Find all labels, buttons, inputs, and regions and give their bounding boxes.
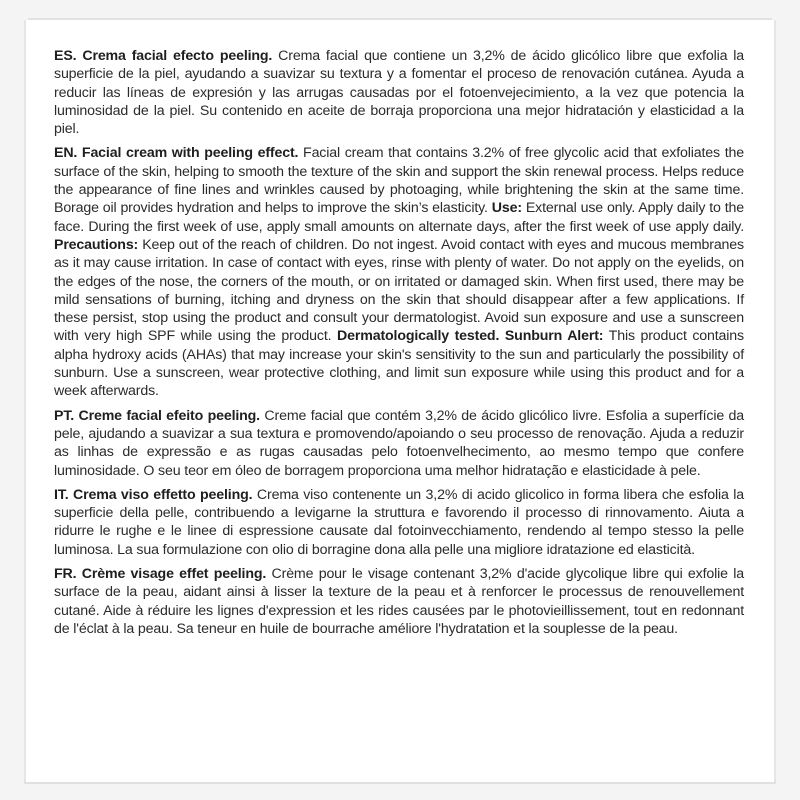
- use-text: External use only. Apply daily to the face. During the first week of use, apply small amounts on alternate days, after the first week of use apply daily.: [54, 200, 744, 235]
- section-pt: [54, 407, 744, 480]
- section-en-body: Facial cream that contains 3.2% of free glycolic acid that exfoliates the surface of the skin, helping to smooth the texture of the skin and support the skin renewal process. Helps reduce the appearance of fine lines and wrinkles caused by photoaging, while brightening the skin at the same time. Borage oil provides hydration and helps to improve the skin’s elasticity.: [54, 145, 744, 217]
- section-es-title: ES. Crema facial efecto peeling.: [54, 48, 273, 64]
- section-it: [54, 486, 744, 559]
- use-label: Use:: [491, 200, 522, 217]
- dermatologically-tested-label: Dermatologically tested.: [337, 328, 500, 345]
- box-edge-right: [774, 20, 776, 782]
- precautions-label: Precautions:: [54, 236, 139, 253]
- section-es: [54, 47, 744, 138]
- section-en: [54, 144, 744, 400]
- section-fr-title: FR. Crème visage effet peeling.: [54, 566, 267, 583]
- product-label-text: [54, 47, 744, 644]
- section-fr: [54, 565, 744, 638]
- sunburn-alert-text: This product contains alpha hydroxy acids (AHAs) that may increase your skin's sensitivity to the sun and particularly the possibility of sunburn. Use a sunscreen, wear protective clothing, and limit sun exposure while using this product and for a week afterwards.: [54, 328, 744, 400]
- section-it-body: Crema viso contenente un 3,2% di acido glicolico in forma libera che esfolia la superficie della pelle, contribuendo a levigarne la struttura e favorendo il processo di rinnovamento. Aiuta a ridurre le rughe e le linee di espressione causate dal fotoinvecchiamento, rendendo al tempo stesso la pelle luminosa. La sua formulazione con olio di borragine dona alla pelle una migliore idratazione ed elasticità.: [54, 486, 744, 558]
- section-it-title: IT. Crema viso effetto peeling.: [54, 486, 253, 503]
- section-en-title: EN. Facial cream with peeling effect.: [54, 145, 299, 162]
- section-es-body: Crema facial que contiene un 3,2% de ácido glicólico libre que exfolia la superficie de la piel, ayudando a suavizar su textura y a fomentar el proceso de renovación cutánea. Ayuda a reducir las líneas de expresión y las arrugas causadas por el fotoenvejecimiento, a la vez que potencia la luminosidad de la piel. Su contenido en aceite de borraja proporciona una mejor hidratación y elasticidad a la piel.: [54, 48, 744, 138]
- section-pt-title: PT. Creme facial efeito peeling.: [54, 407, 260, 424]
- section-pt-body: Creme facial que contém 3,2% de ácido glicólico livre. Esfolia a superfície da pele, ajudando a suavizar a sua textura e promovendo/apoiando o seu processo de renovação. Ajuda a reduzir as linhas de expressão e as rugas causadas pelo fotoenvelhecimento, ao mesmo tempo que confere luminosidade. O seu teor em óleo de borragem proporciona uma melhor hidratação e elasticidade à pele.: [54, 407, 745, 479]
- section-fr-body: Crème pour le visage contenant 3,2% d'acide glycolique libre qui exfolie la surface de la peau, aidant ainsi à lisser la texture de la peau et à renforcer le processus de renouvellement cutané. Aide à réduire les lignes d'expression et les rides causées par le photovieillissement, tout en redonnant de l'éclat à la peau. Sa teneur en huile de bourrache améliore l'hydratation et la souplesse de la peau.: [54, 566, 744, 637]
- sunburn-alert-label: Sunburn Alert:: [504, 328, 604, 345]
- precautions-text: Keep out of the reach of children. Do not ingest. Avoid contact with eyes and mucous membranes as it may cause irritation. In case of contact with eyes, rinse with plenty of water. Do not apply on the eyelids, on the edges of the nose, the corners of the mouth, or on irritated or damaged skin. When first used, there may be mild sensations of burning, itching and dryness on the skin that should disappear after a few applications. If these persist, stop using the product and consult your dermatologist. Avoid sun exposure and use a sunscreen with very high SPF while using the product.: [54, 236, 744, 345]
